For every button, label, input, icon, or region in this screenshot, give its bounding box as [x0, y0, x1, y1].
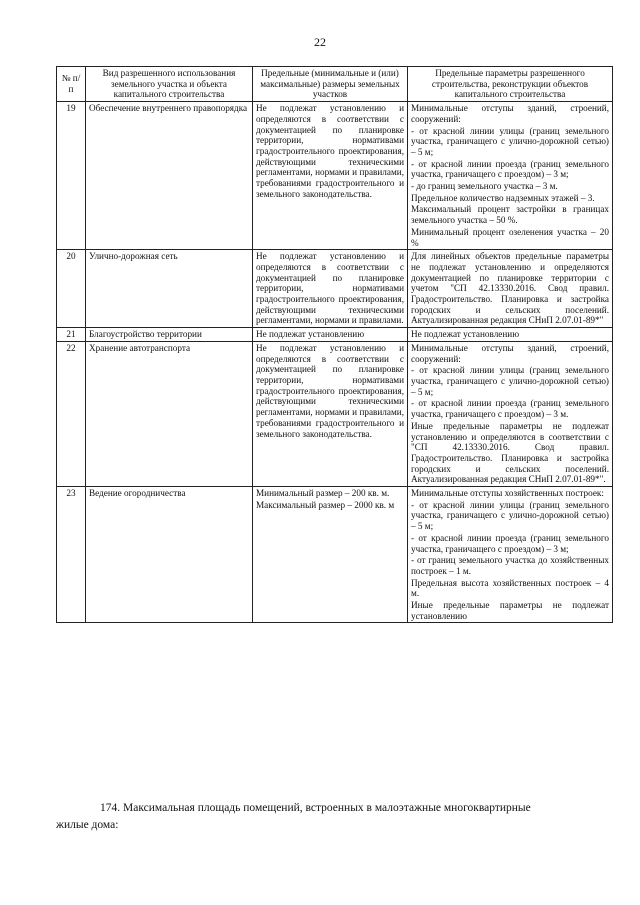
row-plot-size: [253, 102, 408, 250]
header-use-type: Вид разрешенного использования земельного участка и объекта капитального строительства: [86, 67, 253, 102]
row-number: 22: [57, 341, 86, 486]
build-params-paragraph: Предельное количество надземных этажей – 3.: [411, 192, 595, 203]
row-plot-size: [253, 487, 408, 623]
table-row: [57, 102, 613, 250]
row-build-params: [408, 102, 613, 250]
row-build-params: [408, 487, 613, 623]
build-params-paragraph: - от красной линии улицы (границ земельного участка, граничащего с улично-дорожной сетью) – 5 м;: [411, 125, 609, 157]
build-params-paragraph: Минимальные отступы зданий, строений, сооружений:: [411, 342, 609, 364]
row-plot-size: [253, 250, 408, 328]
build-params-paragraph: Минимальные отступы зданий, строений, сооружений:: [411, 103, 609, 124]
plot-size-paragraph: Минимальный размер – 200 кв. м.: [256, 488, 390, 499]
row-number: 21: [57, 328, 86, 342]
row-use-type: Благоустройство территории: [86, 328, 253, 342]
build-params-paragraph: Для линейных объектов предельные параметры не подлежат установлению и определяются документацией по планировке территории с учетом "СП 42.13330.2016. Свод правил. Градостроительство. Планировка и застройка городских и сельских поселений. Актуализированная редакция СНиП 2.07.01-89*": [411, 251, 609, 326]
table-row: [57, 487, 613, 623]
build-params-paragraph: - от красной линии проезда (границ земельного участка, граничащего с проездом) – 3 м;: [411, 158, 609, 180]
row-use-type: Ведение огородничества: [86, 487, 253, 623]
row-number: 23: [57, 487, 86, 623]
plot-size-paragraph: Не подлежат установлению и определяются в соответствии с документацией по планировке территории, нормативами градостроительного проектирования, действующими техническими регламентами, нормами и правилами, требованиями градостроительного и земельного законодательства.: [256, 342, 404, 439]
table-row: [57, 250, 613, 328]
row-plot-size: [253, 328, 408, 342]
row-use-type: Хранение автотранспорта: [86, 341, 253, 486]
row-number: 20: [57, 250, 86, 328]
build-params-paragraph: Минимальный процент озеленения участка – 20 %: [411, 226, 609, 248]
build-params-paragraph: - от красной линии проезда (границ земельного участка, граничащего с проездом) – 3 м.: [411, 398, 609, 420]
plot-size-paragraph: Не подлежат установлению и определяются в соответствии с документацией по планировке территории, нормативами градостроительного проектирования, действующими техническими регламентами, нормами и правилами, требованиями градостроительного и земельного законодательства.: [256, 103, 404, 199]
row-build-params: [408, 341, 613, 486]
footer-text-continuation: жилые дома:: [56, 819, 119, 831]
build-params-paragraph: Предельная высота хозяйственных построек – 4 м.: [411, 577, 609, 599]
header-build-params: Предельные параметры разрешенного строительства, реконструкции объектов капитального строительства: [408, 67, 613, 102]
build-params-paragraph: - до границ земельного участка – 3 м.: [411, 181, 558, 192]
build-params-paragraph: - от границ земельного участка до хозяйственных построек – 1 м.: [411, 555, 609, 576]
plot-size-paragraph: Не подлежат установлению и определяются в соответствии с документацией по планировке территории, нормативами градостроительного проектирования, действующими техническими регламентами, нормами и правилами.: [256, 251, 404, 326]
table-row: [57, 341, 613, 486]
row-number: 19: [57, 102, 86, 250]
header-number: № п/п: [57, 67, 86, 102]
table-row: [57, 328, 613, 342]
row-plot-size: [253, 341, 408, 486]
build-params-paragraph: - от красной линии улицы (границ земельного участка, граничащего с улично-дорожной сетью) – 5 м;: [411, 365, 609, 397]
footer-paragraph: [56, 800, 612, 831]
build-params-paragraph: - от красной линии улицы (границ земельного участка, граничащего с улично-дорожной сетью) – 5 м;: [411, 499, 609, 532]
regulations-table: [56, 66, 613, 623]
build-params-paragraph: Не подлежат установлению: [411, 329, 520, 340]
build-params-paragraph: Минимальные отступы хозяйственных построек:: [411, 488, 604, 499]
build-params-paragraph: Максимальный процент застройки в границах земельного участка – 50 %.: [411, 204, 609, 226]
page-number: 22: [314, 35, 326, 49]
build-params-paragraph: Иные предельные параметры не подлежат установлению и определяются в соответствии с "СП 42.13330.2016. Свод правил. Градостроительство. Планировка и застройка городских и сельских поселений. Актуализированная редакция СНиП 2.07.01-89*".: [411, 420, 609, 485]
header-plot-size: Предельные (минимальные и (или) максимальные) размеры земельных участков: [253, 67, 408, 102]
footer-text: 174. Максимальная площадь помещений, встроенных в малоэтажные многоквартирные: [100, 802, 531, 814]
plot-size-paragraph: Не подлежат установлению: [256, 329, 365, 340]
row-build-params: [408, 250, 613, 328]
build-params-paragraph: - от красной линии проезда (границ земельного участка, граничащего с проездом) – 3 м;: [411, 532, 609, 554]
row-use-type: Улично-дорожная сеть: [86, 250, 253, 328]
row-build-params: [408, 328, 613, 342]
build-params-paragraph: Иные предельные параметры не подлежат установлению: [411, 600, 609, 621]
table-header-row: [57, 67, 613, 102]
plot-size-paragraph: Максимальный размер – 2000 кв. м: [256, 499, 395, 510]
row-use-type: Обеспечение внутреннего правопорядка: [86, 102, 253, 250]
